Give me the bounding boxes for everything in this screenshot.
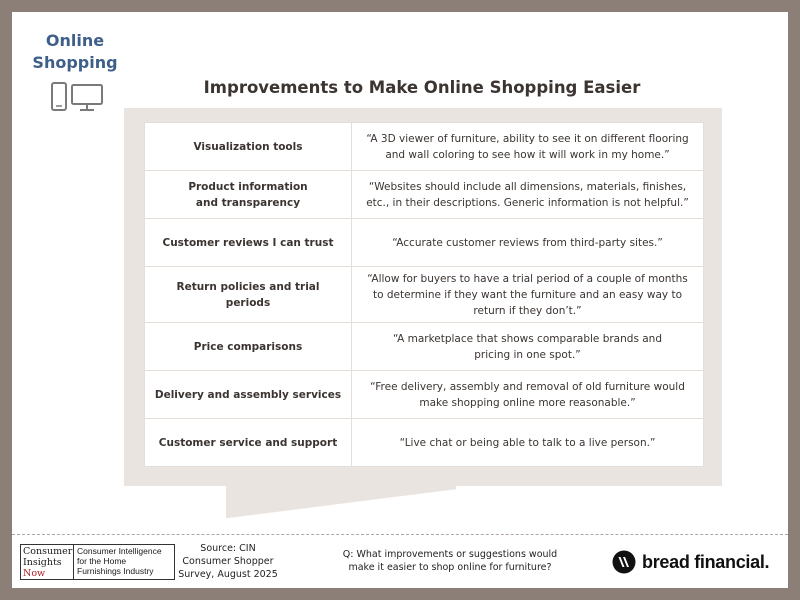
table-row bbox=[145, 371, 704, 419]
category-label: Return policies and trial periods bbox=[176, 280, 320, 309]
survey-question bbox=[330, 548, 570, 574]
bread-logo-icon bbox=[612, 550, 636, 574]
category-cell bbox=[145, 171, 352, 219]
quote-line: “Allow for buyers to have a trial period of a couple of months bbox=[367, 272, 688, 285]
cin-logo-text: Consumer bbox=[23, 546, 73, 557]
brand-name: bread financial. bbox=[642, 551, 770, 572]
category-label: Delivery and assembly services bbox=[154, 388, 342, 401]
monitor-icon bbox=[72, 85, 102, 110]
cin-logo bbox=[20, 544, 175, 580]
category-label: Visualization tools bbox=[193, 140, 303, 153]
cin-logo-tagline bbox=[74, 544, 175, 580]
category-label: Price comparisons bbox=[193, 340, 303, 353]
quote-cell bbox=[352, 323, 704, 371]
quote-line: “Accurate customer reviews from third-party sites.” bbox=[392, 236, 663, 249]
cin-logo-wordmark bbox=[20, 544, 74, 580]
quote-line: “Live chat or being able to talk to a live person.” bbox=[399, 436, 656, 449]
question-line: make it easier to shop online for furniture? bbox=[348, 562, 552, 573]
quote-line: “A 3D viewer of furniture, ability to see it on different flooring bbox=[366, 132, 689, 145]
quote-line: “Free delivery, assembly and removal of old furniture would bbox=[370, 380, 685, 393]
table-row bbox=[145, 171, 704, 219]
question-line: Q: What improvements or suggestions would bbox=[342, 549, 558, 560]
table-row bbox=[145, 419, 704, 467]
category-cell bbox=[145, 371, 352, 419]
category-cell bbox=[145, 323, 352, 371]
page-title: Improvements to Make Online Shopping Easier bbox=[203, 78, 641, 97]
quote-cell bbox=[352, 171, 704, 219]
footer-divider bbox=[12, 534, 788, 535]
category-label: Customer service and support bbox=[158, 436, 338, 449]
quote-line: and wall coloring to see how it will work in my home.” bbox=[385, 148, 670, 161]
table-row bbox=[145, 267, 704, 323]
quote-line: “A marketplace that shows comparable brands and bbox=[392, 332, 663, 345]
quote-line: etc., in their descriptions. Generic information is not helpful.” bbox=[366, 196, 689, 209]
source-line: Survey, August 2025 bbox=[178, 569, 278, 580]
quote-line: make shopping online more reasonable.” bbox=[419, 396, 636, 409]
source-note bbox=[178, 542, 278, 581]
section-title bbox=[32, 30, 118, 74]
quote-cell bbox=[352, 219, 704, 267]
cin-logo-text: Insights bbox=[23, 557, 62, 568]
category-cell bbox=[145, 219, 352, 267]
category-cell bbox=[145, 123, 352, 171]
table-row bbox=[145, 219, 704, 267]
table-body bbox=[145, 123, 704, 467]
category-label: Customer reviews I can trust bbox=[162, 236, 334, 249]
category-label: Product information bbox=[188, 180, 308, 193]
quote-line: return if they don’t.” bbox=[473, 304, 582, 317]
cin-logo-text: Furnishings Industry bbox=[77, 566, 154, 576]
section-title-line2: Shopping bbox=[32, 53, 118, 72]
source-line: Consumer Shopper bbox=[182, 556, 274, 567]
cin-logo-text: Consumer Intelligence bbox=[77, 546, 162, 556]
quote-line: to determine if they want the furniture and an easy way to bbox=[372, 288, 682, 301]
cin-logo-text: Now bbox=[23, 568, 46, 579]
slide bbox=[12, 12, 788, 588]
table-row bbox=[145, 123, 704, 171]
category-label: and transparency bbox=[195, 196, 301, 209]
quote-cell bbox=[352, 267, 704, 323]
category-cell bbox=[145, 267, 352, 323]
category-cell bbox=[145, 419, 352, 467]
panel-tail bbox=[226, 482, 456, 518]
device-icons bbox=[50, 82, 106, 116]
quote-line: pricing in one spot.” bbox=[474, 348, 581, 361]
section-title-line1: Online bbox=[45, 31, 105, 50]
cin-logo-text: for the Home bbox=[77, 556, 127, 566]
quote-cell bbox=[352, 371, 704, 419]
source-line: Source: CIN bbox=[200, 543, 256, 554]
bread-financial-logo bbox=[612, 550, 769, 574]
phone-icon bbox=[52, 83, 66, 110]
quote-cell bbox=[352, 419, 704, 467]
improvements-table bbox=[144, 122, 704, 467]
quote-line: “Websites should include all dimensions, materials, finishes, bbox=[368, 180, 687, 193]
table-row bbox=[145, 323, 704, 371]
quote-cell bbox=[352, 123, 704, 171]
